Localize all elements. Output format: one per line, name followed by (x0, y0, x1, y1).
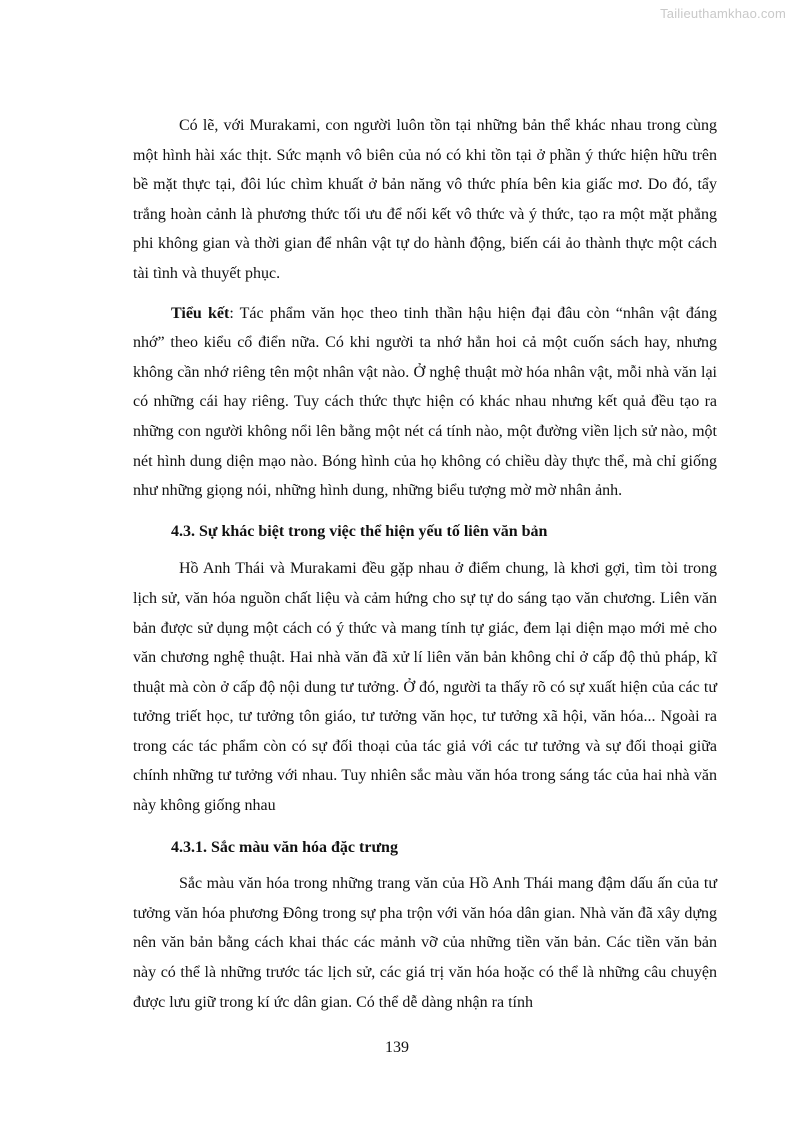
page-number: 139 (385, 1039, 409, 1056)
paragraph-intertextuality: Hồ Anh Thái và Murakami đều gặp nhau ở điểm chung, là khơi gợi, tìm tòi trong lịch sử, văn hóa nguồn chất liệu và cảm hứng cho sự tự do sáng tạo văn chương. Liên văn bản được sử dụng một cách có ý thức và mang tính tự giác, đem lại diện mạo mới mẻ cho văn chương nghệ thuật. Hai nhà văn đã xử lí liên văn bản không chỉ ở cấp độ thủ pháp, kĩ thuật mà còn ở cấp độ nội dung tư tưởng. Ở đó, người ta thấy rõ có sự xuất hiện của các tư tưởng triết học, tư tưởng tôn giáo, tư tưởng văn học, tư tưởng xã hội, văn hóa... Ngoài ra trong các tác phẩm còn có sự đối thoại của tác giả với các tư tưởng và sự đối thoại giữa chính những tư tưởng với nhau. Tuy nhiên sắc màu văn hóa trong sáng tác của hai nhà văn này không giống nhau (133, 560, 717, 815)
section-heading-4-3-1: 4.3.1. Sắc màu văn hóa đặc trưng (171, 838, 398, 856)
page-body (133, 111, 717, 1017)
paragraph-murakami-identity: Có lẽ, với Murakami, con người luôn tồn tại những bản thể khác nhau trong cùng một hình hài xác thịt. Sức mạnh vô biên của nó có khi tồn tại ở phần ý thức hiện hữu trên bề mặt thực tại, đôi lúc chìm khuất ở bản năng vô thức phía bên kia giấc mơ. Do đó, tẩy trắng hoàn cảnh là phương thức tối ưu để nối kết vô thức và ý thức, tạo ra một mặt phẳng phi không gian và thời gian để nhân vật tự do hành động, biến cái ảo thành thực một cách tài tình và thuyết phục. (133, 117, 717, 282)
section-heading-4-3: 4.3. Sự khác biệt trong việc thể hiện yếu tố liên văn bản (171, 522, 548, 540)
summary-text: : Tác phẩm văn học theo tinh thần hậu hiện đại đâu còn “nhân vật đáng nhớ” theo kiểu cổ điển nữa. Có khi người ta nhớ hẳn hoi cả một cuốn sách hay, nhưng không cần nhớ riêng tên một nhân vật nào. Ở nghệ thuật mờ hóa nhân vật, mỗi nhà văn lại có những cái hay riêng. Tuy cách thức thực hiện có khác nhau nhưng kết quả đều tạo ra những con người không nổi lên bằng một nét cá tính nào, một đường viền lịch sử nào, một nét hình dung diện mạo nào. Bóng hình của họ không có chiều dày thực thể, mà chỉ giống như những giọng nói, những hình dung, những biểu tượng mờ mờ nhân ảnh. (133, 304, 717, 500)
paragraph-summary (133, 299, 717, 506)
paragraph-cultural-color: Sắc màu văn hóa trong những trang văn của Hồ Anh Thái mang đậm dấu ấn của tư tưởng văn hóa phương Đông trong sự pha trộn với văn hóa dân gian. Nhà văn đã xây dựng nên văn bản bằng cách khai thác các mảnh vỡ của những tiền văn bản. Các tiền văn bản này có thể là những trước tác lịch sử, các giá trị văn hóa hoặc có thể là những câu chuyện được lưu giữ trong kí ức dân gian. Có thể dễ dàng nhận ra tính (133, 875, 717, 1011)
summary-label: Tiểu kết (171, 304, 230, 322)
watermark: Tailieuthamkhao.com (660, 6, 786, 21)
